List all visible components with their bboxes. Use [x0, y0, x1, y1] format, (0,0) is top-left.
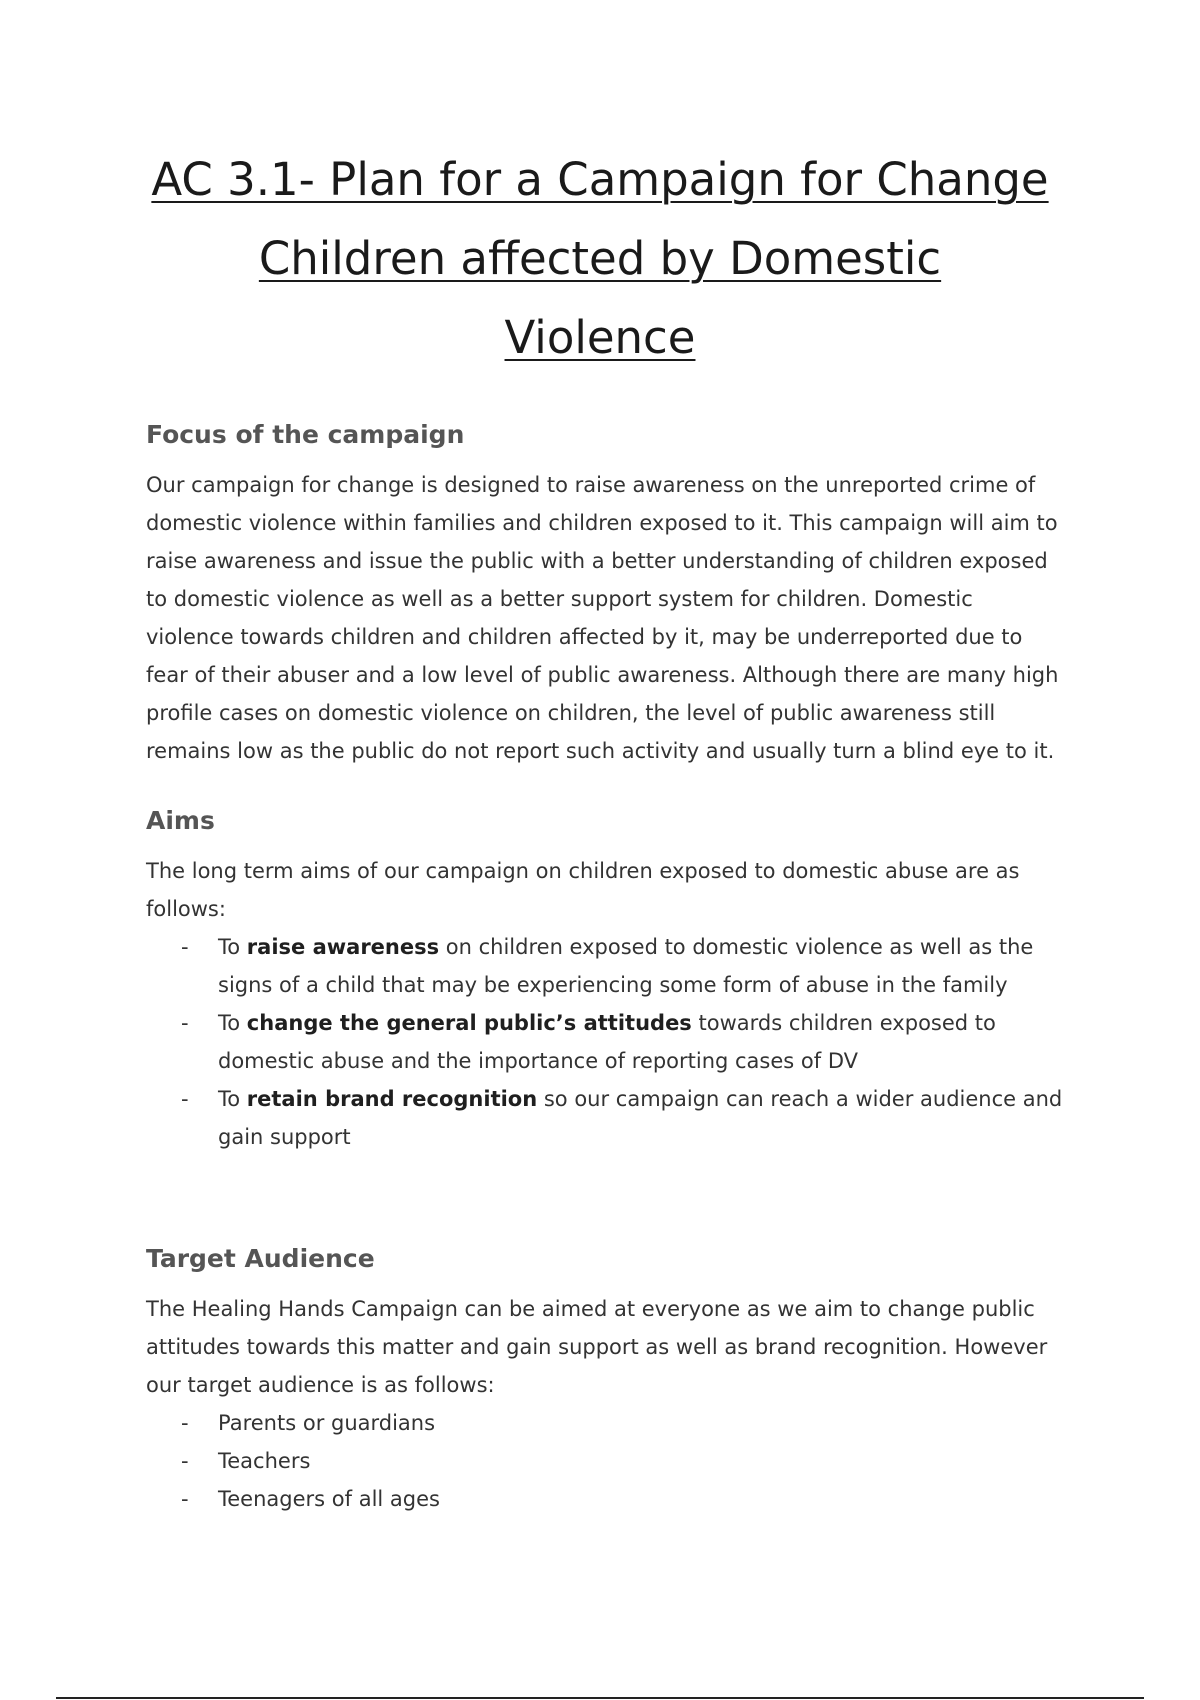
- aims-intro: The long term aims of our campaign on children exposed to domestic abuse are as follows:: [146, 859, 1020, 921]
- audience-paragraph: The Healing Hands Campaign can be aimed at everyone as we aim to change public attitudes towards this matter and gain support as well as brand recognition. However our target audience is as follows:: [146, 1297, 1048, 1397]
- focus-heading: Focus of the campaign: [146, 420, 465, 449]
- list-item: - Teachers: [218, 1442, 1066, 1480]
- title-line-3: Violence: [504, 311, 696, 364]
- page-title: [120, 140, 1080, 377]
- list-item: - Teenagers of all ages: [218, 1480, 1066, 1518]
- footer-divider: [56, 1697, 1144, 1699]
- list-item: - To change the general public’s attitudes towards children exposed to domestic abuse and the importance of reporting cases of DV: [218, 1004, 1066, 1080]
- audience-heading: Target Audience: [146, 1244, 375, 1273]
- list-item: - To retain brand recognition so our campaign can reach a wider audience and gain support: [218, 1080, 1066, 1156]
- aims-section: [146, 804, 1066, 1156]
- title-line-1: AC 3.1- Plan for a Campaign for Change: [151, 153, 1049, 206]
- aims-list: [146, 928, 1066, 1156]
- title-line-2: Children affected by Domestic: [258, 232, 942, 285]
- audience-list: [146, 1404, 1066, 1518]
- focus-paragraph: Our campaign for change is designed to raise awareness on the unreported crime of domestic violence within families and children exposed to it. This campaign will aim to raise awareness and issue the public with a better understanding of children exposed to domestic violence as well as a better support system for children. Domestic violence towards children and children affected by it, may be underreported due to fear of their abuser and a low level of public awareness. Although there are many high profile cases on domestic violence on children, the level of public awareness still remains low as the public do not report such activity and usually turn a blind eye to it.: [146, 473, 1059, 763]
- aims-heading: Aims: [146, 806, 215, 835]
- spacer: [146, 1190, 1066, 1242]
- focus-section: [146, 418, 1066, 770]
- document-body: [146, 418, 1066, 1552]
- list-item: - Parents or guardians: [218, 1404, 1066, 1442]
- list-item: - To raise awareness on children exposed to domestic violence as well as the signs of a child that may be experiencing some form of abuse in the family: [218, 928, 1066, 1004]
- audience-section: [146, 1242, 1066, 1518]
